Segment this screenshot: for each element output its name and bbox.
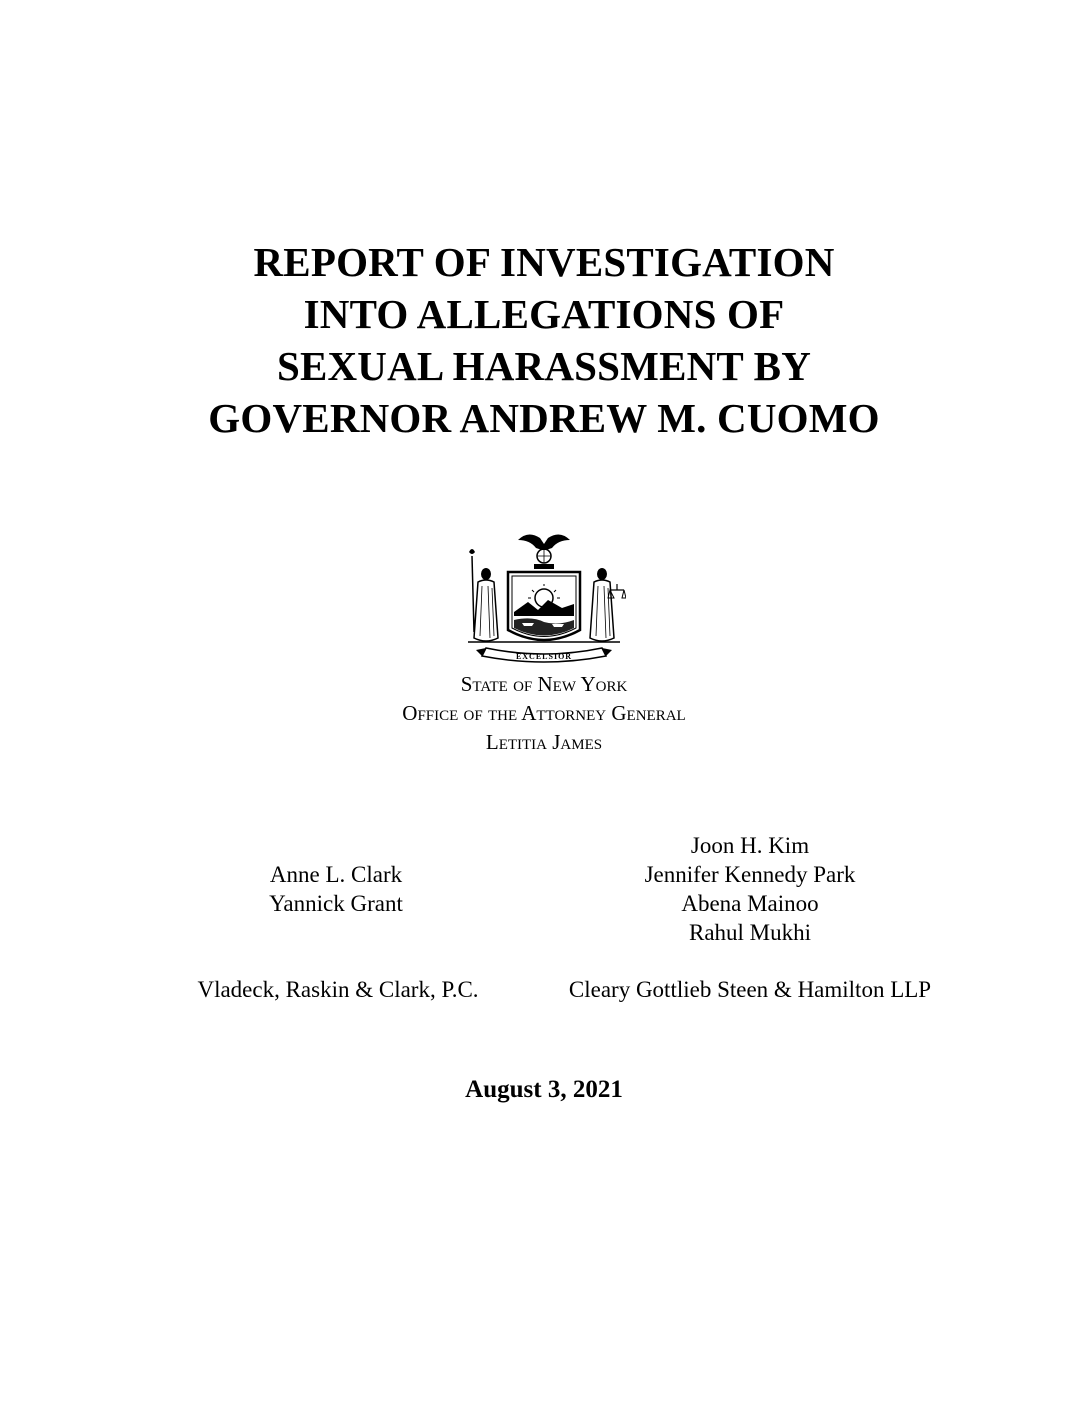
office-name: Office of the Attorney General bbox=[402, 701, 686, 725]
title-line: REPORT OF INVESTIGATION bbox=[253, 239, 835, 285]
author-name: Abena Mainoo bbox=[681, 891, 819, 916]
office-block bbox=[0, 670, 1088, 757]
report-date: August 3, 2021 bbox=[465, 1076, 623, 1103]
authors-left bbox=[186, 860, 486, 918]
title-line: INTO ALLEGATIONS OF bbox=[303, 291, 785, 337]
title-line: GOVERNOR ANDREW M. CUOMO bbox=[208, 395, 880, 441]
title-line: SEXUAL HARASSMENT BY bbox=[276, 343, 812, 389]
author-name: Yannick Grant bbox=[269, 891, 403, 916]
office-state: State of New York bbox=[460, 672, 628, 696]
author-name: Joon H. Kim bbox=[690, 833, 810, 858]
firm-right: Cleary Gottlieb Steen & Hamilton LLP bbox=[568, 977, 932, 1002]
office-attorney-general: Letitia James bbox=[485, 730, 603, 754]
authors-right bbox=[600, 831, 900, 947]
firm-left: Vladeck, Raskin & Clark, P.C. bbox=[197, 977, 479, 1002]
seal-motto: EXCELSIOR bbox=[515, 652, 573, 661]
author-name: Jennifer Kennedy Park bbox=[644, 862, 856, 887]
author-name: Anne L. Clark bbox=[269, 862, 403, 887]
report-title bbox=[0, 236, 1088, 444]
new-york-state-seal-icon bbox=[462, 526, 626, 668]
author-name: Rahul Mukhi bbox=[688, 920, 812, 945]
